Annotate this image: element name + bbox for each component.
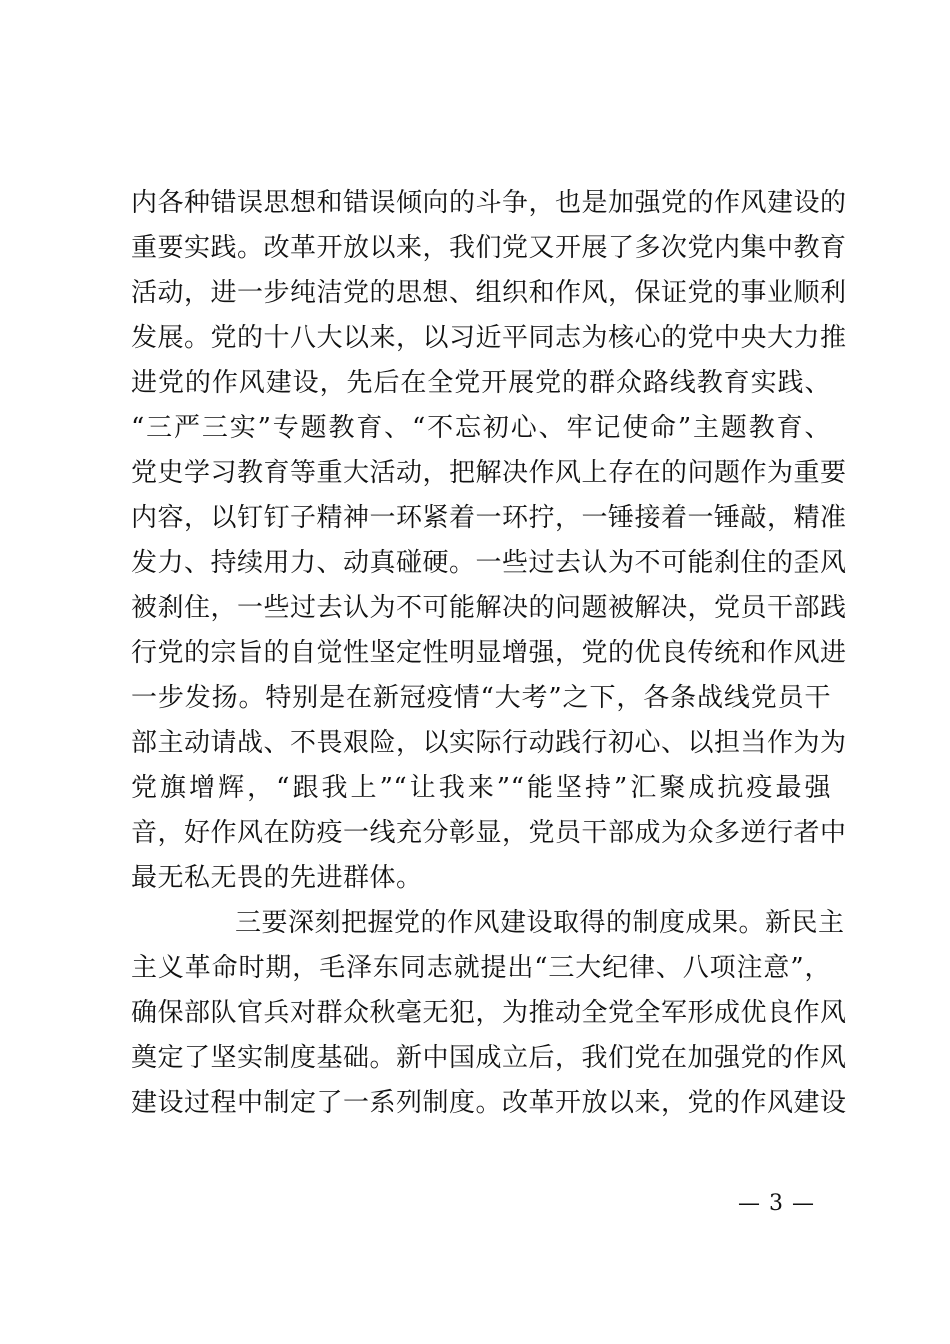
text-line: 确保部队官兵对群众秋毫无犯，为推动全党全军形成优良作风 [131,998,847,1028]
text-line: 建设过程中制定了一系列制度。改革开放以来，党的作风建设 [131,1088,847,1118]
text-line: 党史学习教育等重大活动，把解决作风上存在的问题作为重要 [131,458,847,488]
text-line: 活动，进一步纯洁党的思想、组织和作风，保证党的事业顺利 [131,278,847,308]
text-line: 发力、持续用力、动真碰硬。一些过去认为不可能刹住的歪风 [131,548,847,578]
text-line: 音，好作风在防疫一线充分彰显，党员干部成为众多逆行者中 [131,818,847,848]
text-line: 部主动请战、不畏艰险，以实际行动践行初心、以担当作为为 [131,728,847,758]
text-line: 内各种错误思想和错误倾向的斗争，也是加强党的作风建设的 [131,188,847,218]
text-line: 被刹住，一些过去认为不可能解决的问题被解决，党员干部践 [131,593,847,623]
text-line: 发展。党的十八大以来，以习近平同志为核心的党中央大力推 [131,323,847,353]
paragraph-start-line: 三要深刻把握党的作风建设取得的制度成果。新民主 [235,908,845,938]
body-text [131,181,847,1126]
text-line: 主义革命时期，毛泽东同志就提出“三大纪律、八项注意”， [131,953,831,983]
text-line: 内容，以钉钉子精神一环紧着一环拧，一锤接着一锤敲，精准 [131,503,847,533]
text-line: 奠定了坚实制度基础。新中国成立后，我们党在加强党的作风 [131,1043,847,1073]
text-line: 党旗增辉，“跟我上”“让我来”“能坚持”汇聚成抗疫最强 [131,773,831,803]
text-line: “三严三实”专题教育、“不忘初心、牢记使命”主题教育、 [131,413,831,443]
text-line: 重要实践。改革开放以来，我们党又开展了多次党内集中教育 [131,233,847,263]
text-line: 最无私无畏的先进群体。 [131,863,423,893]
text-line: 一步发扬。特别是在新冠疫情“大考”之下，各条战线党员干 [131,683,831,713]
text-line: 行党的宗旨的自觉性坚定性明显增强，党的优良传统和作风进 [131,638,847,668]
text-line: 进党的作风建设，先后在全党开展党的群众路线教育实践、 [131,368,831,398]
page-number: — 3 — [738,1191,815,1216]
